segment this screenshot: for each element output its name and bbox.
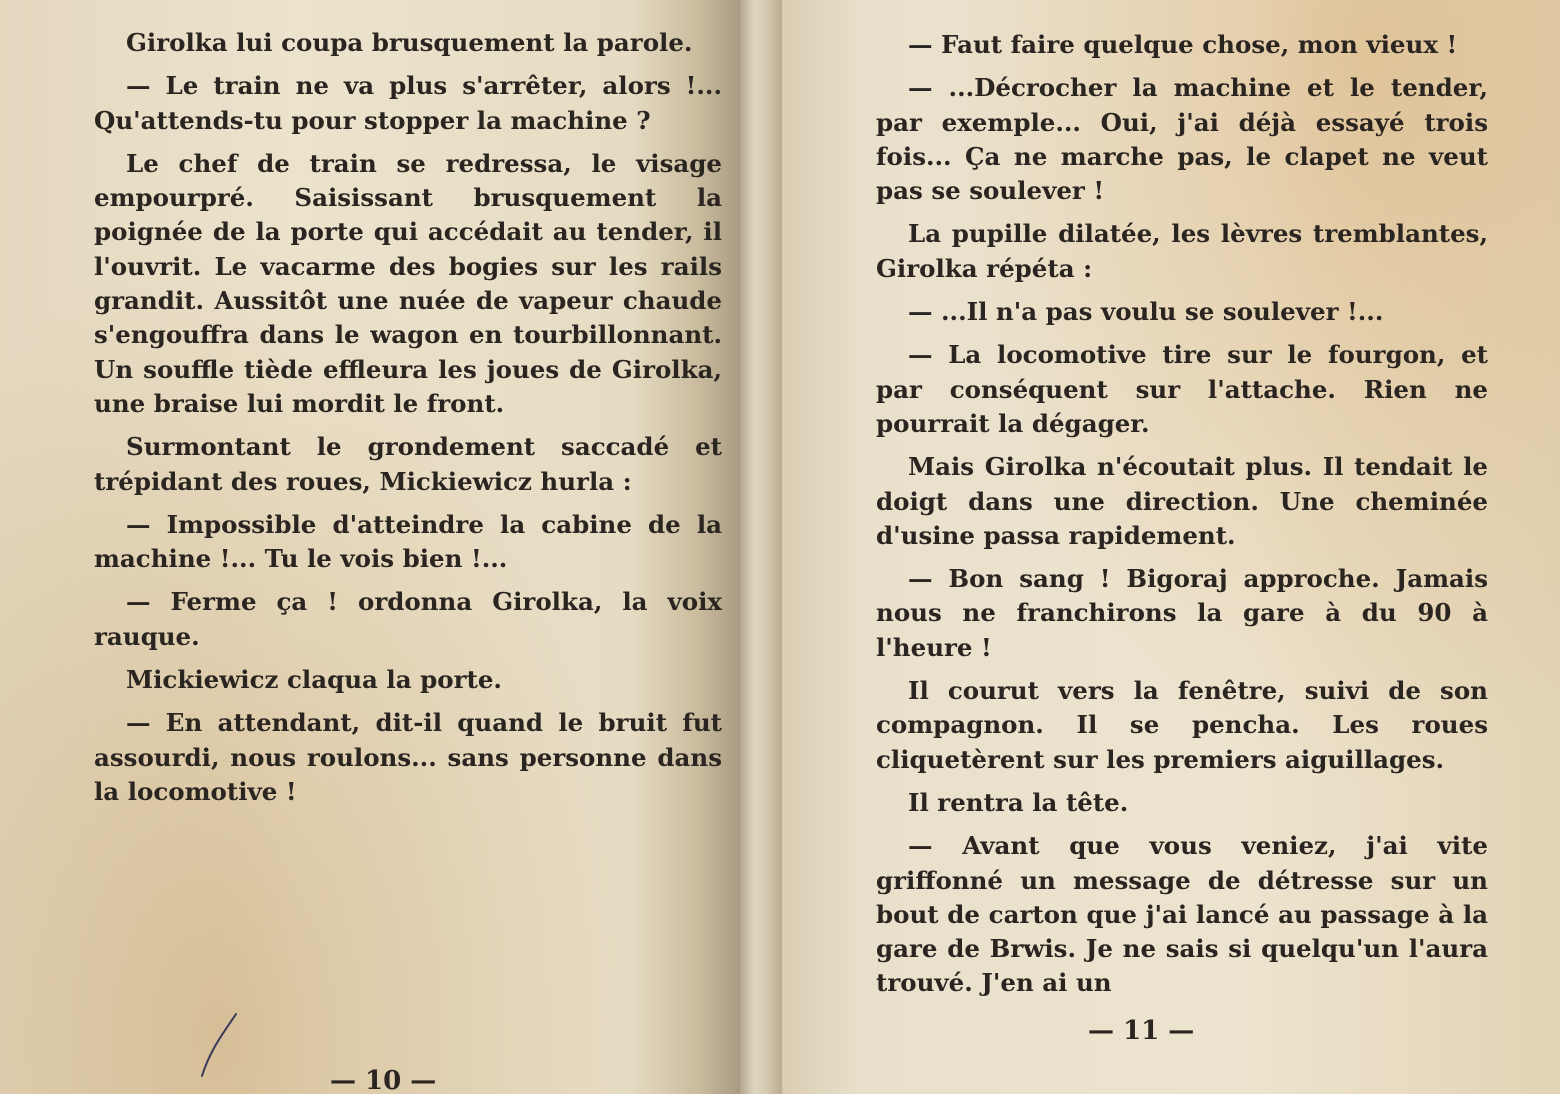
paragraph: — ...Décrocher la machine et le tender, par exemple... Oui, j'ai déjà essayé trois fois... Ça ne marche pas, le clapet ne veut pas se soulever ! — [876, 73, 1488, 206]
paragraph: La pupille dilatée, les lèvres tremblantes, Girolka répéta : — [876, 219, 1488, 283]
paragraph: — Avant que vous veniez, j'ai vite griffonné un message de détresse sur un bout de carton que j'ai lancé au passage à la gare de Brwis. Je ne sais si quelqu'un l'aura trouvé. J'en ai un — [876, 831, 1488, 998]
right-page-text — [876, 28, 1488, 1010]
left-page — [0, 0, 740, 1094]
paragraph: — Le train ne va plus s'arrêter, alors !... Qu'attends-tu pour stopper la machine ? — [94, 71, 722, 135]
paragraph: Mais Girolka n'écoutait plus. Il tendait le doigt dans une direction. Une cheminée d'usine passa rapidement. — [876, 452, 1488, 550]
pen-stroke-mark — [196, 1010, 246, 1080]
page-number: — 10 — — [330, 1066, 437, 1094]
paragraph: — Faut faire quelque chose, mon vieux ! — [908, 30, 1458, 59]
paragraph: — Bon sang ! Bigoraj approche. Jamais nous ne franchirons la gare à du 90 à l'heure ! — [876, 564, 1488, 662]
book-gutter — [740, 0, 782, 1094]
paragraph: Le chef de train se redressa, le visage empourpré. Saisissant brusquement la poignée de la porte qui accédait au tender, il l'ouvrit. Le vacarme des bogies sur les rails grandit. Aussitôt une nuée de vapeur chaude s'engouffra dans le wagon en tourbillonnant. Un souffle tiède effleura les joues de Girolka, une braise lui mordit le front. — [94, 148, 722, 418]
paragraph: Girolka lui coupa brusquement la parole. — [126, 28, 693, 57]
paragraph: Surmontant le grondement saccadé et trépidant des roues, Mickiewicz hurla : — [94, 432, 722, 496]
paragraph: Mickiewicz claqua la porte. — [126, 665, 502, 695]
paragraph: — Impossible d'atteindre la cabine de la machine !... Tu le vois bien !... — [94, 509, 722, 574]
page-number: — 11 — — [1088, 1016, 1195, 1046]
paragraph: — ...Il n'a pas voulu se soulever !... — [908, 297, 1384, 327]
paragraph: — Ferme ça ! ordonna Girolka, la voix rauque. — [94, 587, 722, 651]
left-page-text — [94, 26, 722, 818]
paragraph: Il courut vers la fenêtre, suivi de son compagnon. Il se pencha. Les roues cliquetèrent sur les premiers aiguillages. — [876, 676, 1488, 774]
paragraph: — La locomotive tire sur le fourgon, et par conséquent sur l'attache. Rien ne pourrait la dégager. — [876, 340, 1488, 438]
paragraph: — En attendant, dit-il quand le bruit fut assourdi, nous roulons... sans personne dans la locomotive ! — [94, 708, 722, 806]
right-page — [782, 0, 1560, 1094]
paragraph: Il rentra la tête. — [908, 787, 1129, 817]
